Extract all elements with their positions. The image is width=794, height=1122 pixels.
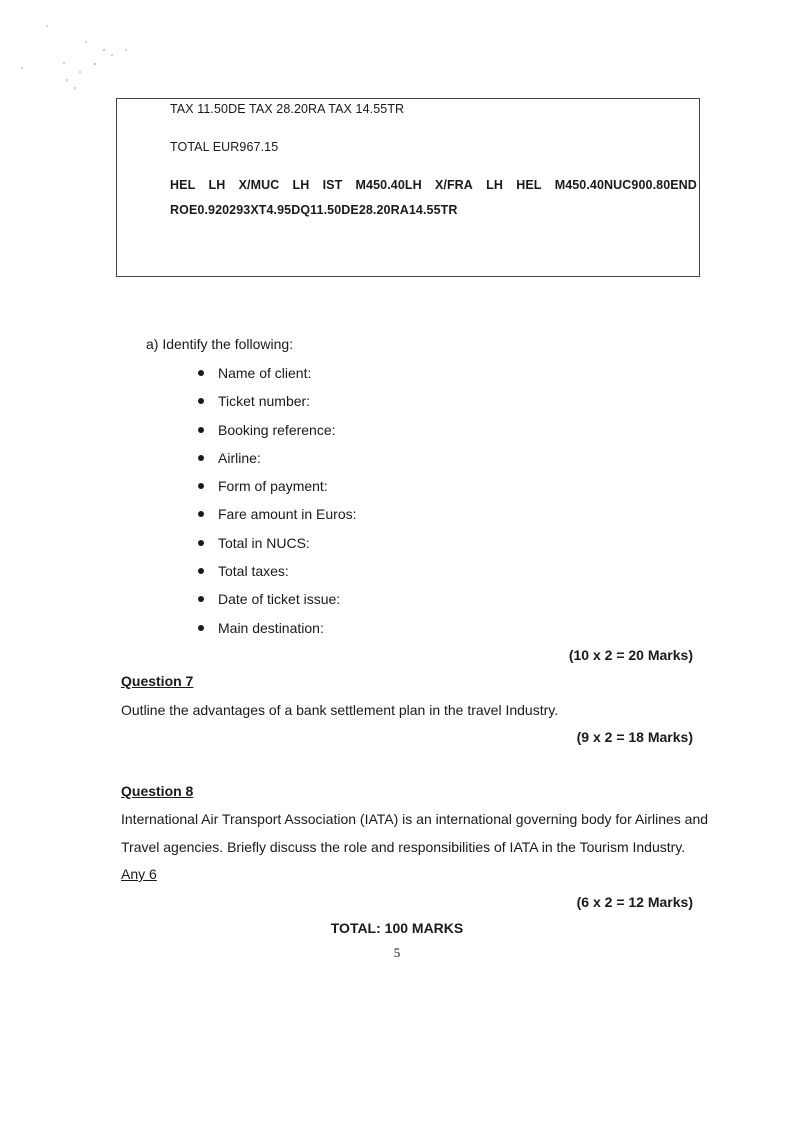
list-item-label: Main destination: [218, 619, 324, 636]
fare-calc-token: LH [208, 178, 226, 192]
list-item [198, 590, 357, 618]
bullet-icon [198, 568, 204, 574]
fare-calc-token: LH [486, 178, 503, 192]
bullet-icon [198, 370, 204, 376]
fare-calc-token: M450.40LH [355, 178, 422, 192]
ticket-taxes-line: TAX 11.50DE TAX 28.20RA TAX 14.55TR [170, 102, 405, 116]
bullet-icon [198, 625, 204, 631]
fare-calc-token: HEL [516, 178, 542, 192]
question-7-marks: (9 x 2 = 18 Marks) [576, 729, 693, 745]
question-8-line-2: Travel agencies. Briefly discuss the role and responsibilities of IATA in the Tourism Industry. [121, 839, 686, 855]
list-item [198, 364, 357, 392]
list-item-label: Name of client: [218, 365, 312, 381]
ticket-record-box [116, 98, 700, 277]
bullet-icon [198, 540, 204, 546]
ticket-fare-calculation [170, 178, 697, 192]
part-a-marks: (10 x 2 = 20 Marks) [568, 647, 693, 663]
bullet-icon [198, 483, 204, 489]
total-marks: TOTAL: 100 MARKS [330, 920, 464, 936]
fare-calc-token: M450.40NUC900.80END [554, 178, 697, 192]
scan-speckles [0, 0, 160, 100]
fare-calc-token: X/FRA [434, 178, 473, 192]
ticket-roe-line: ROE0.920293XT4.95DQ11.50DE28.20RA14.55TR [170, 203, 458, 217]
list-item [198, 392, 357, 420]
list-item-label: Form of payment: [218, 478, 328, 495]
question-8-line-1: International Air Transport Association (IATA) is an international governing body for Airlines and [121, 811, 709, 827]
bullet-icon [198, 427, 204, 433]
question-7-text: Outline the advantages of a bank settlement plan in the travel Industry. [121, 702, 559, 718]
part-a-list [198, 364, 357, 647]
list-item [198, 534, 357, 562]
list-item [198, 619, 357, 647]
ticket-total-line: TOTAL EUR967.15 [170, 140, 279, 154]
list-item-label: Booking reference: [218, 421, 336, 438]
bullet-icon [198, 596, 204, 602]
list-item [198, 505, 357, 533]
list-item [198, 421, 357, 449]
list-item [198, 562, 357, 590]
page-number: 5 [393, 945, 401, 960]
bullet-icon [198, 455, 204, 461]
part-a-intro: a) Identify the following: [146, 336, 294, 352]
list-item [198, 477, 357, 505]
part-a-section [146, 336, 357, 636]
fare-calc-token: X/MUC [238, 178, 280, 192]
list-item-label: Total taxes: [218, 563, 289, 580]
list-item [198, 449, 357, 477]
fare-calc-token: LH [292, 178, 310, 192]
fare-calc-token: HEL [170, 178, 196, 192]
list-item-label: Total in NUCS: [218, 534, 310, 551]
question-7-heading: Question 7 [121, 673, 194, 689]
list-item-label: Date of ticket issue: [218, 591, 341, 608]
bullet-icon [198, 398, 204, 404]
bullet-icon [198, 511, 204, 517]
list-item-label: Ticket number: [218, 393, 311, 410]
question-8-marks: (6 x 2 = 12 Marks) [576, 894, 693, 910]
question-8-any: Any 6 [121, 866, 157, 882]
list-item-label: Fare amount in Euros: [218, 506, 357, 523]
list-item-label: Airline: [218, 449, 261, 466]
fare-calc-token: IST [322, 178, 343, 192]
question-8-heading: Question 8 [121, 783, 194, 799]
